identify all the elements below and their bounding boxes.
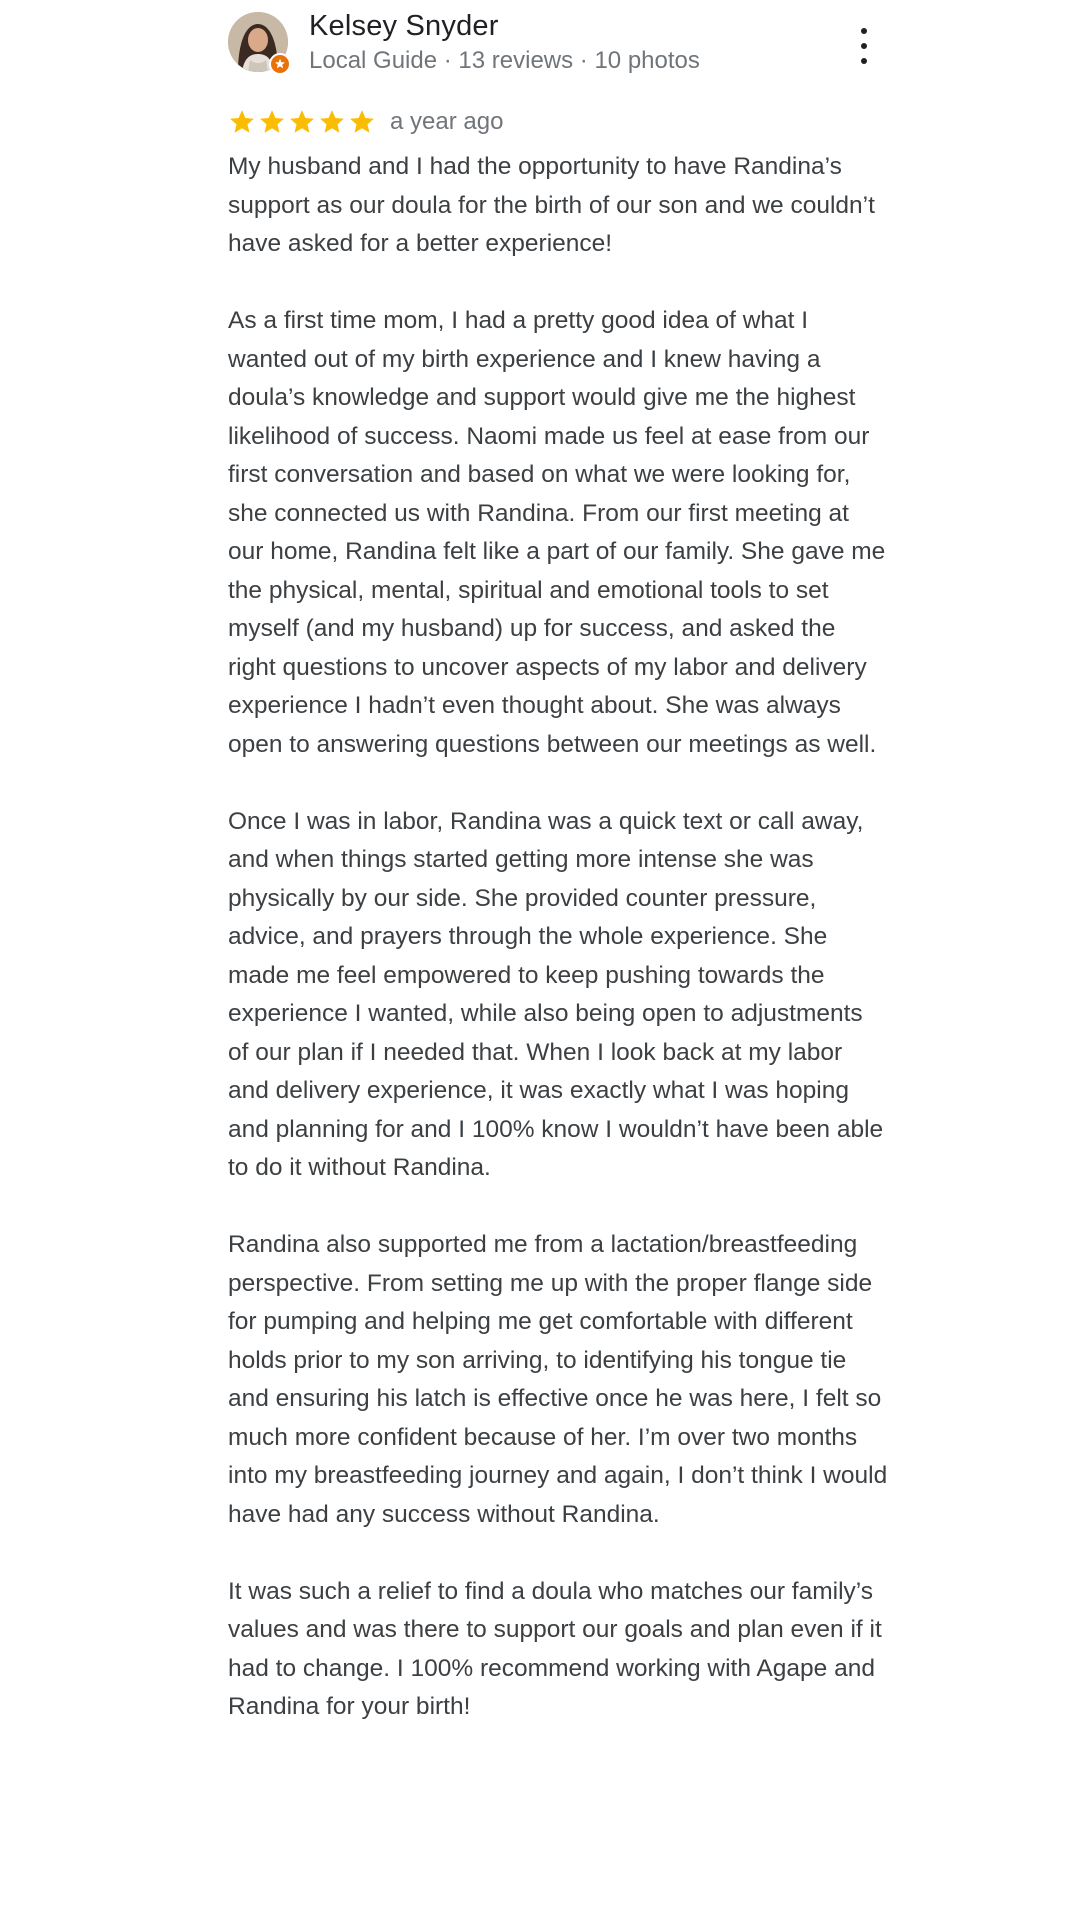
- review-paragraph: Once I was in labor, Randina was a quick text or call away, and when things started getting more intense she was physically by our side. She provided counter pressure, advice, and prayers through the whole experience. She made me feel empowered to keep pushing towards the experience I wanted, while also being open to adjustments of our plan if I needed that. When I look back at my labor and delivery experience, it was exactly what I was hoping and planning for and I 100% know I wouldn’t have been able to do it without Randina.: [228, 807, 884, 1181]
- review-paragraph: Randina also supported me from a lactation/breastfeeding perspective. From setting me up with the proper flange side for pumping and helping me get comfortable with different holds prior to my son arriving, to identifying his tongue tie and ensuring his latch is effective once he was here, I felt so much more confident because of her. I’m over two months into my breastfeeding journey and again, I don’t think I would have had any success without Randina.: [228, 1231, 888, 1528]
- review-card: [228, 0, 888, 1720]
- review-date: a year ago: [390, 108, 504, 135]
- author-meta: Local Guide · 13 reviews · 10 photos: [309, 47, 700, 74]
- avatar[interactable]: [228, 12, 288, 72]
- star-icon: [228, 108, 256, 136]
- menu-dot: [861, 28, 867, 34]
- review-text: [228, 148, 888, 1765]
- review-paragraph: My husband and I had the opportunity to have Randina’s support as our doula for the birth of our son and we couldn’t have asked for a better experience!: [228, 153, 875, 257]
- local-guide-badge-icon: [269, 53, 291, 75]
- star-icon: [318, 108, 346, 136]
- star-rating: [228, 108, 376, 136]
- menu-dot: [861, 43, 867, 49]
- star-icon: [348, 108, 376, 136]
- more-vert-icon[interactable]: [848, 28, 880, 64]
- review-header: [228, 0, 888, 96]
- review-paragraph: As a first time mom, I had a pretty good idea of what I wanted out of my birth experience and I knew having a doula’s knowledge and support would give me the highest likelihood of success. Naomi made us feel at ease from our first conversation and based on what we were looking for, she connected us with Randina. From our first meeting at our home, Randina felt like a part of our family. She gave me the physical, mental, spiritual and emotional tools to set myself (and my husband) up for success, and asked the right questions to uncover aspects of my labor and delivery experience I hadn’t even thought about. She was always open to answering questions between our meetings as well.: [228, 307, 886, 758]
- menu-dot: [861, 58, 867, 64]
- author-name[interactable]: Kelsey Snyder: [309, 10, 499, 42]
- star-icon: [288, 108, 316, 136]
- review-paragraph: It was such a relief to find a doula who matches our family’s values and was there to support our goals and plan even if it had to change. I 100% recommend working with Agape and Randina for your birth!: [228, 1577, 882, 1720]
- star-icon: [258, 108, 286, 136]
- rating-row: [228, 104, 503, 140]
